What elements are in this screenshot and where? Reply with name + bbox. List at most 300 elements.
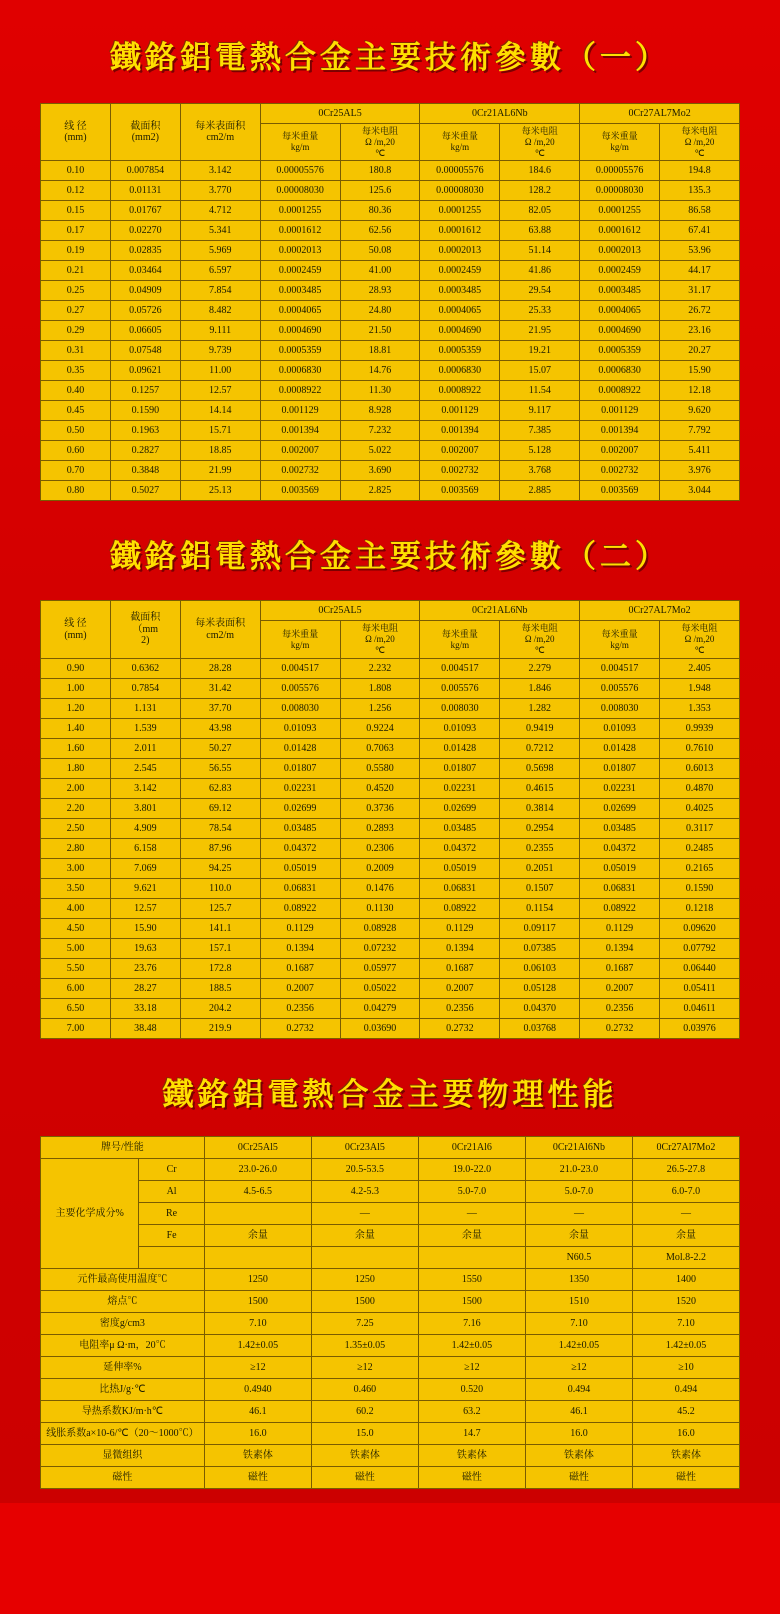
res-line3: ℃ <box>374 147 386 158</box>
property-value-3: ≥12 <box>525 1356 632 1378</box>
table-cell-2: 7.854 <box>180 281 260 301</box>
weight-line1: 每米重量 <box>601 131 638 142</box>
table-cell-3: 0.002732 <box>260 461 340 481</box>
property-value-4: 磁性 <box>632 1466 739 1488</box>
table-cell-5: 0.003569 <box>420 481 500 501</box>
table-cell-1: 0.6362 <box>110 658 180 678</box>
chem-value-4: 6.0-7.0 <box>632 1180 739 1202</box>
surface-label-line1: 每米表面积 <box>195 618 246 630</box>
table-row <box>41 181 740 201</box>
table-cell-5: 0.001129 <box>420 401 500 421</box>
surface-label-line1: 每米表面积 <box>195 120 246 132</box>
table-row <box>41 401 740 421</box>
chem-value-3: — <box>525 1202 632 1224</box>
table-cell-4: 0.7063 <box>340 738 420 758</box>
table-cell-4: 0.04279 <box>340 998 420 1018</box>
table-row <box>41 161 740 181</box>
table-cell-8: 0.7610 <box>660 738 740 758</box>
property-row <box>41 1400 740 1422</box>
table-cell-2: 62.83 <box>180 778 260 798</box>
table-cell-6: 29.54 <box>500 281 580 301</box>
table-cell-4: 0.1130 <box>340 898 420 918</box>
table-row <box>41 421 740 441</box>
table-cell-5: 0.0003485 <box>420 281 500 301</box>
table-cell-7: 0.001129 <box>580 401 660 421</box>
table-cell-3: 0.1687 <box>260 958 340 978</box>
table-cell-4: 1.256 <box>340 698 420 718</box>
property-value-0: 46.1 <box>204 1400 311 1422</box>
table-cell-2: 56.55 <box>180 758 260 778</box>
table-cell-8: 9.620 <box>660 401 740 421</box>
table-cell-2: 21.99 <box>180 461 260 481</box>
table-cell-8: 7.792 <box>660 421 740 441</box>
table-row <box>41 738 740 758</box>
table-cell-0: 0.12 <box>41 181 111 201</box>
res-line2: Ω /m,20 <box>524 634 555 645</box>
table-cell-7: 0.06831 <box>580 878 660 898</box>
table-row <box>41 818 740 838</box>
table-cell-3: 0.001394 <box>260 421 340 441</box>
table-cell-5: 0.0005359 <box>420 341 500 361</box>
property-value-2: 1.42±0.05 <box>418 1334 525 1356</box>
table-row <box>41 321 740 341</box>
property-label: 密度g/cm3 <box>41 1312 205 1334</box>
chem-value-3: 21.0-23.0 <box>525 1158 632 1180</box>
table-cell-4: 3.690 <box>340 461 420 481</box>
table-cell-2: 219.9 <box>180 1018 260 1038</box>
table-cell-6: 25.33 <box>500 301 580 321</box>
table-cell-5: 0.2356 <box>420 998 500 1018</box>
table-cell-7: 0.004517 <box>580 658 660 678</box>
table-cell-7: 0.0006830 <box>580 361 660 381</box>
table-cell-1: 6.158 <box>110 838 180 858</box>
table-cell-3: 0.05019 <box>260 858 340 878</box>
table-cell-3: 0.08922 <box>260 898 340 918</box>
chem-row <box>41 1246 740 1268</box>
table-cell-8: 0.4025 <box>660 798 740 818</box>
col-header-alloy-2: 0Cr27AL7Mo2 <box>580 601 740 621</box>
chem-value-4: 26.5-27.8 <box>632 1158 739 1180</box>
property-value-1: 磁性 <box>311 1466 418 1488</box>
table-cell-1: 0.3848 <box>110 461 180 481</box>
table-cell-7: 0.0004065 <box>580 301 660 321</box>
table-cell-4: 5.022 <box>340 441 420 461</box>
table-row <box>41 698 740 718</box>
table-cell-2: 15.71 <box>180 421 260 441</box>
area-label-line1: 截面积 <box>130 120 161 132</box>
table-cell-6: 0.09117 <box>500 918 580 938</box>
table-cell-5: 0.05019 <box>420 858 500 878</box>
table-cell-5: 0.0008922 <box>420 381 500 401</box>
weight-line2: kg/m <box>290 142 310 153</box>
table-cell-7: 0.0001612 <box>580 221 660 241</box>
table-cell-1: 1.131 <box>110 698 180 718</box>
table-cell-5: 0.01093 <box>420 718 500 738</box>
table-cell-2: 204.2 <box>180 998 260 1018</box>
table-cell-7: 0.005576 <box>580 678 660 698</box>
weight-line2: kg/m <box>610 142 629 153</box>
res-line2: Ω /m,20 <box>684 136 715 147</box>
table-cell-5: 0.0002013 <box>420 241 500 261</box>
table-cell-7: 0.0005359 <box>580 341 660 361</box>
table-cell-7: 0.0008922 <box>580 381 660 401</box>
chem-value-0: 4.5-6.5 <box>204 1180 311 1202</box>
table-cell-5: 0.01428 <box>420 738 500 758</box>
property-value-1: 1500 <box>311 1290 418 1312</box>
subheader-weight-2 <box>580 621 660 658</box>
table-cell-7: 0.002007 <box>580 441 660 461</box>
table-cell-8: 194.8 <box>660 161 740 181</box>
table-cell-8: 3.976 <box>660 461 740 481</box>
chem-element-label: Al <box>139 1180 205 1202</box>
table-row <box>41 658 740 678</box>
table-cell-6: 0.04370 <box>500 998 580 1018</box>
property-value-3: 铁素体 <box>525 1444 632 1466</box>
table-cell-5: 0.08922 <box>420 898 500 918</box>
table-cell-3: 0.0001255 <box>260 201 340 221</box>
table-cell-2: 157.1 <box>180 938 260 958</box>
table-cell-6: 21.95 <box>500 321 580 341</box>
chem-row <box>41 1180 740 1202</box>
res-line2: Ω /m,20 <box>365 136 395 147</box>
table-cell-0: 0.25 <box>41 281 111 301</box>
property-value-1: 铁素体 <box>311 1444 418 1466</box>
table-cell-1: 38.48 <box>110 1018 180 1038</box>
section-1-title: 鐵鉻鋁電熱合金主要技術參數（一） <box>110 40 670 76</box>
col-header-surface-area <box>180 601 260 658</box>
table-cell-1: 19.63 <box>110 938 180 958</box>
subheader-resistance-2 <box>660 621 740 658</box>
table-row <box>41 281 740 301</box>
table-cell-3: 0.02231 <box>260 778 340 798</box>
col-header-wire-diameter <box>41 104 111 161</box>
property-label: 线胀系数a×10-6/℃（20～1000℃） <box>41 1422 205 1444</box>
table-cell-0: 2.00 <box>41 778 111 798</box>
table-row <box>41 1018 740 1038</box>
area-label-line1: 截面积 <box>130 612 161 624</box>
table-cell-8: 0.2165 <box>660 858 740 878</box>
property-value-1: 1250 <box>311 1268 418 1290</box>
wire-label-line1: 线 径 <box>64 618 87 630</box>
chem-value-2 <box>418 1246 525 1268</box>
property-value-3: 1.42±0.05 <box>525 1334 632 1356</box>
chem-value-1 <box>311 1246 418 1268</box>
table-row <box>41 978 740 998</box>
property-value-2: 1550 <box>418 1268 525 1290</box>
table-cell-5: 0.1394 <box>420 938 500 958</box>
table-cell-3: 0.01807 <box>260 758 340 778</box>
property-value-2: 0.520 <box>418 1378 525 1400</box>
table-cell-6: 0.03768 <box>500 1018 580 1038</box>
chem-element-label: Re <box>139 1202 205 1224</box>
col-header-alloy-2: 0Cr27AL7Mo2 <box>580 104 740 124</box>
table-cell-7: 0.04372 <box>580 838 660 858</box>
property-value-4: 45.2 <box>632 1400 739 1422</box>
table-cell-6: 0.9419 <box>500 718 580 738</box>
table-cell-0: 0.40 <box>41 381 111 401</box>
chem-element-label: Fe <box>139 1224 205 1246</box>
table-cell-3: 0.1129 <box>260 918 340 938</box>
table-cell-7: 0.0003485 <box>580 281 660 301</box>
table-cell-7: 0.0002013 <box>580 241 660 261</box>
weight-line2: kg/m <box>290 639 310 650</box>
property-value-2: 7.16 <box>418 1312 525 1334</box>
table-row <box>41 301 740 321</box>
table-cell-0: 5.00 <box>41 938 111 958</box>
table-cell-0: 0.19 <box>41 241 111 261</box>
table-cell-0: 0.35 <box>41 361 111 381</box>
table-cell-5: 0.0002459 <box>420 261 500 281</box>
table-cell-4: 14.76 <box>340 361 420 381</box>
property-value-3: 7.10 <box>525 1312 632 1334</box>
table-cell-2: 5.969 <box>180 241 260 261</box>
col-header-cross-section <box>110 104 180 161</box>
table-cell-3: 0.001129 <box>260 401 340 421</box>
table-cell-5: 0.2732 <box>420 1018 500 1038</box>
property-value-0: 0.4940 <box>204 1378 311 1400</box>
table-cell-3: 0.02699 <box>260 798 340 818</box>
table-cell-4: 125.6 <box>340 181 420 201</box>
table-header-row <box>41 601 740 621</box>
table-cell-3: 0.0008922 <box>260 381 340 401</box>
table-cell-8: 135.3 <box>660 181 740 201</box>
table-cell-0: 1.40 <box>41 718 111 738</box>
table-cell-1: 3.142 <box>110 778 180 798</box>
table-cell-6: 128.2 <box>500 181 580 201</box>
tech-parameters-table-2 <box>40 600 740 1038</box>
table-cell-4: 0.2306 <box>340 838 420 858</box>
table-cell-6: 0.7212 <box>500 738 580 758</box>
property-value-2: 63.2 <box>418 1400 525 1422</box>
table-cell-5: 0.00008030 <box>420 181 500 201</box>
subheader-weight-1 <box>420 124 500 161</box>
subheader-weight-1 <box>420 621 500 658</box>
table-cell-8: 1.948 <box>660 678 740 698</box>
table-cell-6: 82.05 <box>500 201 580 221</box>
table-cell-0: 0.45 <box>41 401 111 421</box>
table-cell-1: 0.03464 <box>110 261 180 281</box>
table-cell-5: 0.001394 <box>420 421 500 441</box>
table-cell-5: 0.04372 <box>420 838 500 858</box>
section-2-table-wrap <box>0 600 780 1038</box>
res-line1: 每米电阻 <box>521 126 558 136</box>
table-cell-1: 0.2827 <box>110 441 180 461</box>
table-cell-0: 0.27 <box>41 301 111 321</box>
property-row <box>41 1356 740 1378</box>
chem-row <box>41 1158 740 1180</box>
table-cell-4: 180.8 <box>340 161 420 181</box>
table-cell-4: 62.56 <box>340 221 420 241</box>
chem-row <box>41 1202 740 1224</box>
table-cell-0: 4.00 <box>41 898 111 918</box>
table-cell-8: 0.1590 <box>660 878 740 898</box>
table-cell-3: 0.2356 <box>260 998 340 1018</box>
subheader-weight-0 <box>260 124 340 161</box>
property-value-2: 磁性 <box>418 1466 525 1488</box>
property-value-3: 46.1 <box>525 1400 632 1422</box>
table-cell-1: 2.011 <box>110 738 180 758</box>
chem-value-2: 余量 <box>418 1224 525 1246</box>
table-cell-5: 0.02699 <box>420 798 500 818</box>
table-cell-3: 0.01093 <box>260 718 340 738</box>
section-2-title: 鐵鉻鋁電熱合金主要技術參數（二） <box>110 539 670 576</box>
table-row <box>41 918 740 938</box>
property-label: 显微组织 <box>41 1444 205 1466</box>
table-cell-7: 0.001394 <box>580 421 660 441</box>
property-value-0: 1250 <box>204 1268 311 1290</box>
property-value-4: 1.42±0.05 <box>632 1334 739 1356</box>
chem-value-0: 余量 <box>204 1224 311 1246</box>
table-row <box>41 201 740 221</box>
table-cell-3: 0.04372 <box>260 838 340 858</box>
table-cell-8: 0.09620 <box>660 918 740 938</box>
table-cell-2: 28.28 <box>180 658 260 678</box>
property-label: 延伸率% <box>41 1356 205 1378</box>
table-cell-5: 0.00005576 <box>420 161 500 181</box>
table-cell-1: 2.545 <box>110 758 180 778</box>
table-cell-6: 63.88 <box>500 221 580 241</box>
weight-line1: 每米重量 <box>601 628 638 639</box>
table-cell-4: 0.05977 <box>340 958 420 978</box>
physical-corner-label: 牌号/性能 <box>41 1136 205 1158</box>
area-label-line2: (mm2) <box>131 132 159 144</box>
weight-line1: 每米重量 <box>441 628 478 639</box>
chem-value-2: — <box>418 1202 525 1224</box>
subheader-weight-0 <box>260 621 340 658</box>
col-header-alloy-0: 0Cr25AL5 <box>260 601 420 621</box>
subheader-resistance-0 <box>340 621 420 658</box>
table-cell-2: 11.00 <box>180 361 260 381</box>
table-cell-7: 0.2356 <box>580 998 660 1018</box>
table-cell-2: 4.712 <box>180 201 260 221</box>
table-cell-3: 0.003569 <box>260 481 340 501</box>
table-cell-6: 19.21 <box>500 341 580 361</box>
table-cell-4: 0.5580 <box>340 758 420 778</box>
table-row <box>41 838 740 858</box>
table-cell-0: 1.00 <box>41 678 111 698</box>
table-cell-2: 50.27 <box>180 738 260 758</box>
table-cell-0: 0.31 <box>41 341 111 361</box>
table-cell-8: 0.07792 <box>660 938 740 958</box>
physical-col-alloy-2: 0Cr21Al6 <box>418 1136 525 1158</box>
table-cell-7: 0.1129 <box>580 918 660 938</box>
table-cell-0: 0.60 <box>41 441 111 461</box>
physical-header-row <box>41 1136 740 1158</box>
table-cell-5: 0.2007 <box>420 978 500 998</box>
table-cell-2: 188.5 <box>180 978 260 998</box>
table-cell-4: 8.928 <box>340 401 420 421</box>
physical-col-alloy-4: 0Cr27Al7Mo2 <box>632 1136 739 1158</box>
table-cell-7: 0.008030 <box>580 698 660 718</box>
table-row <box>41 241 740 261</box>
table-header-row <box>41 104 740 124</box>
property-row <box>41 1466 740 1488</box>
table-cell-1: 33.18 <box>110 998 180 1018</box>
table-cell-2: 3.770 <box>180 181 260 201</box>
table-cell-4: 0.05022 <box>340 978 420 998</box>
table-cell-2: 31.42 <box>180 678 260 698</box>
table-cell-1: 9.621 <box>110 878 180 898</box>
table-cell-1: 0.01767 <box>110 201 180 221</box>
table-cell-5: 0.0001612 <box>420 221 500 241</box>
property-row <box>41 1334 740 1356</box>
chem-value-4: Mol.8-2.2 <box>632 1246 739 1268</box>
col-header-alloy-1: 0Cr21AL6Nb <box>420 104 580 124</box>
chem-value-1: 余量 <box>311 1224 418 1246</box>
table-cell-1: 0.01131 <box>110 181 180 201</box>
wire-label-line1: 线 径 <box>64 120 87 132</box>
table-cell-2: 78.54 <box>180 818 260 838</box>
table-cell-5: 0.0004065 <box>420 301 500 321</box>
property-label: 导热系数KJ/m·h℃ <box>41 1400 205 1422</box>
chem-value-1: 20.5-53.5 <box>311 1158 418 1180</box>
wire-label-line2: (mm) <box>64 132 87 144</box>
table-cell-2: 5.341 <box>180 221 260 241</box>
table-cell-6: 0.2051 <box>500 858 580 878</box>
table-cell-8: 20.27 <box>660 341 740 361</box>
property-value-4: 16.0 <box>632 1422 739 1444</box>
table-cell-8: 0.03976 <box>660 1018 740 1038</box>
subheader-resistance-1 <box>500 124 580 161</box>
table-cell-8: 0.06440 <box>660 958 740 978</box>
surface-label-line2: cm2/m <box>206 629 235 641</box>
table-cell-1: 0.04909 <box>110 281 180 301</box>
table-row <box>41 798 740 818</box>
table-cell-1: 0.007854 <box>110 161 180 181</box>
table-cell-7: 0.03485 <box>580 818 660 838</box>
table-body-1 <box>41 161 740 501</box>
table-cell-0: 4.50 <box>41 918 111 938</box>
res-line3: ℃ <box>694 147 705 158</box>
table-cell-4: 0.9224 <box>340 718 420 738</box>
chem-element-label <box>139 1246 205 1268</box>
col-header-cross-section <box>110 601 180 658</box>
table-cell-6: 0.1507 <box>500 878 580 898</box>
physical-col-alloy-3: 0Cr21Al6Nb <box>525 1136 632 1158</box>
table-cell-5: 0.02231 <box>420 778 500 798</box>
property-value-1: 60.2 <box>311 1400 418 1422</box>
property-value-4: 7.10 <box>632 1312 739 1334</box>
table-cell-1: 0.05726 <box>110 301 180 321</box>
table-cell-7: 0.01807 <box>580 758 660 778</box>
table-row <box>41 461 740 481</box>
table-cell-6: 0.07385 <box>500 938 580 958</box>
table-row <box>41 261 740 281</box>
table-cell-8: 0.1218 <box>660 898 740 918</box>
table-row <box>41 341 740 361</box>
table-row <box>41 758 740 778</box>
subheader-resistance-1 <box>500 621 580 658</box>
table-cell-2: 110.0 <box>180 878 260 898</box>
table-cell-6: 5.128 <box>500 441 580 461</box>
table-cell-1: 1.539 <box>110 718 180 738</box>
col-header-alloy-1: 0Cr21AL6Nb <box>420 601 580 621</box>
chem-value-2: 5.0-7.0 <box>418 1180 525 1202</box>
table-cell-4: 28.93 <box>340 281 420 301</box>
weight-line1: 每米重量 <box>282 628 319 639</box>
res-line3: ℃ <box>534 147 545 158</box>
property-value-1: 0.460 <box>311 1378 418 1400</box>
table-cell-7: 0.00008030 <box>580 181 660 201</box>
table-cell-1: 0.7854 <box>110 678 180 698</box>
table-cell-1: 28.27 <box>110 978 180 998</box>
col-header-alloy-0: 0Cr25AL5 <box>260 104 420 124</box>
table-row <box>41 958 740 978</box>
table-cell-7: 0.2007 <box>580 978 660 998</box>
table-cell-8: 0.3117 <box>660 818 740 838</box>
table-cell-6: 0.05128 <box>500 978 580 998</box>
table-cell-4: 1.808 <box>340 678 420 698</box>
